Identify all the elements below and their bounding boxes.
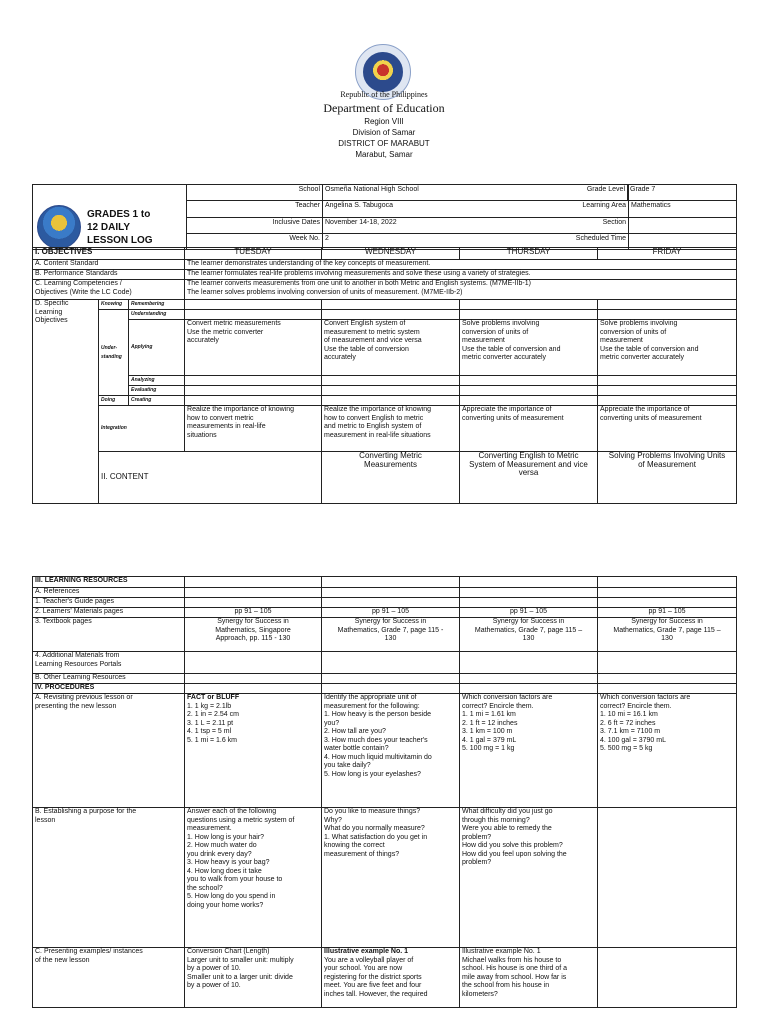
integration-thursday: Appreciate the importance of converting units of measurement (460, 406, 598, 452)
content-thursday: Solving Problems Involving Units of Measurement (598, 452, 737, 504)
fact-or-bluff-title: FACT or BLUFF (187, 694, 240, 701)
dates-value: November 14-18, 2022 (323, 217, 629, 233)
understanding-group-label: Under- standing (99, 310, 129, 396)
performance-standard-label: B. Performance Standards (33, 270, 185, 280)
procedure-b-tuesday: Answer each of the following questions using a metric system of measurement. 1. How long is your hair? 2. How much water do you drink every day? 3. How heavy is your bag? 4. How long does it take you to walk from your house to the school? 5. How long do you spend in doing your home works? (185, 808, 322, 948)
procedure-a-label: A. Revisiting previous lesson or presenting the new lesson (33, 694, 185, 808)
header-department: Department of Education (323, 101, 445, 115)
procedure-a-thursday: Which conversion factors are correct? Encircle them. 1. 1 mi = 1.61 km 2. 1 ft = 12 inches 3. 1 km = 100 m 4. 1 gal = 379 mL 5. 100 mg = 1 kg (460, 694, 598, 808)
integration-label: Integration (99, 406, 185, 452)
competency-1: The learner converts measurements from one unit to another in both Metric and English systems. (M7ME-IIb-1) (187, 280, 531, 287)
procedures-heading: IV. PROCEDURES (33, 684, 185, 694)
learners-materials-label: 2. Learners' Materials pages (33, 608, 185, 618)
other-resources-label: B. Other Learning Resources (33, 674, 185, 684)
section-cell (602, 217, 737, 233)
content-label: II. CONTENT (99, 452, 322, 504)
area-cell (582, 201, 737, 217)
procedure-b-wednesday: Do you like to measure things? Why? What do you normally measure? 1. What satisfaction do you get in knowing the correct measurement of things? (322, 808, 460, 948)
week-label: Week No. (187, 233, 323, 249)
textbook-wednesday: Synergy for Success in Mathematics, Grade 7, page 115 - 130 (322, 618, 460, 652)
integration-friday: Appreciate the importance of converting units of measurement (598, 406, 737, 452)
performance-standard-text: The learner formulates real-life problems involving measurements and solve these using a variety of strategies. (185, 270, 737, 280)
teacher-label: Teacher (187, 201, 323, 217)
procedure-b-label: B. Establishing a purpose for the lesson (33, 808, 185, 948)
procedure-a-tuesday (185, 694, 322, 808)
header-district: DISTRICT OF MARABUT (338, 139, 430, 148)
dll-title: GRADES 1 to 12 DAILY LESSON LOG (87, 208, 153, 246)
content-standard-text: The learner demonstrates understanding of the key concepts of measurement. (185, 260, 737, 270)
seal-emblem-icon (363, 52, 403, 92)
day-tuesday: TUESDAY (185, 248, 322, 260)
content-standard-label: A. Content Standard (33, 260, 185, 270)
teachers-guide-label: 1. Teacher's Guide pages (33, 598, 185, 608)
understanding-label: Understanding (129, 310, 185, 320)
evaluating-label: Evaluating (129, 386, 185, 396)
content-wednesday: Converting English to Metric System of Measurement and vice versa (460, 452, 598, 504)
integration-tuesday: Realize the importance of knowing how to convert metric measurements in real-life situations (185, 406, 322, 452)
resources-procedures-table (32, 576, 737, 1008)
header-republic: Republic of the Philippines (340, 90, 428, 99)
dll-title-cell (33, 185, 187, 250)
sched-label: Scheduled Time (559, 234, 629, 249)
lm-pages-thursday: pp 91 – 105 (460, 608, 598, 618)
textbook-friday: Synergy for Success in Mathematics, Grade 7, page 115 – 130 (598, 618, 737, 652)
applying-friday: Solve problems involving conversion of units of measurement Use the table of conversion and metric converter accurately (598, 320, 737, 376)
grade-label: Grade Level (569, 185, 628, 200)
procedure-a-friday: Which conversion factors are correct? Encircle them. 1. 10 mi = 16.1 km 2. 6 ft = 72 inches 3. 7.1 km = 7100 m 4. 100 gal = 3790 mL 5. 500 mg = 5 kg (598, 694, 737, 808)
references-label: A. References (33, 588, 185, 598)
illustrative-example-text: You are a volleyball player of your school. You are now registering for the district sports meet. You are five feet and four inches tall. However, the required (324, 956, 428, 998)
competencies-cell (185, 280, 737, 300)
remembering-label: Remembering (129, 300, 185, 310)
additional-materials-label: 4. Additional Materials from Learning Resources Portals (33, 652, 185, 674)
lm-pages-tuesday: pp 91 – 105 (185, 608, 322, 618)
school-value: Osmeña National High School (323, 185, 629, 201)
objectives-table (32, 247, 737, 504)
procedure-c-thursday: Illustrative example No. 1 Michael walks from his house to school. His house is one third of a mile away from school. How far is the school from his house in kilometers? (460, 948, 598, 1008)
applying-thursday: Solve problems involving conversion of units of measurement Use the table of conversion and metric converter accurately (460, 320, 598, 376)
textbook-thursday: Synergy for Success in Mathematics, Grade 7, page 115 – 130 (460, 618, 598, 652)
content-tuesday: Converting Metric Measurements (322, 452, 460, 504)
day-thursday: THURSDAY (460, 248, 598, 260)
header-division: Division of Samar (352, 128, 416, 137)
applying-wednesday: Convert English system of measurement to metric system of measurement and vice versa Use the table of conversion accurately (322, 320, 460, 376)
school-label: School (187, 185, 323, 201)
section-label: Section (559, 218, 629, 233)
procedure-c-wednesday (322, 948, 460, 1008)
objectives-heading: I. OBJECTIVES (33, 248, 185, 260)
header-region: Region VIII (364, 117, 404, 126)
dates-label: Inclusive Dates (187, 217, 323, 233)
grade-value: Grade 7 (630, 186, 656, 193)
knowing-label: Knowing (99, 300, 129, 310)
grade-cell (586, 185, 737, 201)
area-value: Mathematics (631, 202, 671, 210)
competency-2: The learner solves problems involving conversion of units of measurement. (M7ME-IIb-2) (187, 288, 463, 296)
specific-objectives-label: D. Specific Learning Objectives (33, 300, 99, 504)
header-municipality: Marabut, Samar (355, 150, 413, 159)
creating-label: Creating (129, 396, 185, 406)
day-wednesday: WEDNESDAY (322, 248, 460, 260)
day-friday: FRIDAY (598, 248, 737, 260)
lesson-info-table (32, 184, 737, 250)
lm-pages-wednesday: pp 91 – 105 (322, 608, 460, 618)
procedure-a-wednesday: Identify the appropriate unit of measurement for the following: 1. How heavy is the person beside you? 2. How tall are you? 3. How much does your teacher's water bottle contain? 4. How much liquid multivitamin do you take daily? 5. How long is your eyelashes? (322, 694, 460, 808)
week-value: 2 (323, 233, 629, 249)
procedure-b-thursday: What difficulty did you just go through this morning? Were you able to remedy the problem? How did you solve this problem? How did you feel upon solving the problem? (460, 808, 598, 948)
textbook-label: 3. Textbook pages (33, 618, 185, 652)
competencies-label: C. Learning Competencies / Objectives (Write the LC Code) (33, 280, 185, 300)
teacher-value: Angelina S. Tabugoca (323, 201, 629, 217)
fact-or-bluff-items: 1. 1 kg = 2.1lb 2. 1 in = 2.54 cm 3. 1 L = 2.11 pt 4. 1 tsp = 5 ml 5. 1 mi = 1.6 km (187, 702, 239, 744)
resources-heading: III. LEARNING RESOURCES (33, 577, 185, 588)
procedure-c-tuesday: Conversion Chart (Length) Larger unit to smaller unit: multiply by a power of 10. Smaller unit to a larger unit: divide by a power of 10. (185, 948, 322, 1008)
lm-pages-friday: pp 91 – 105 (598, 608, 737, 618)
applying-label: Applying (129, 320, 185, 376)
illustrative-example-title: Illustrative example No. 1 (324, 948, 409, 955)
applying-tuesday: Convert metric measurements Use the metric converter accurately (185, 320, 322, 376)
textbook-tuesday: Synergy for Success in Mathematics, Singapore Approach, pp. 115 - 130 (185, 618, 322, 652)
integration-wednesday: Realize the importance of knowing how to convert English to metric and metric to English system of measurement in real-life situations (322, 406, 460, 452)
school-logo-icon (37, 205, 81, 249)
doing-label: Doing (99, 396, 129, 406)
section-value (629, 218, 631, 233)
procedure-c-label: C. Presenting examples/ instances of the new lesson (33, 948, 185, 1008)
area-label: Learning Area (559, 201, 629, 216)
analyzing-label: Analyzing (129, 376, 185, 386)
